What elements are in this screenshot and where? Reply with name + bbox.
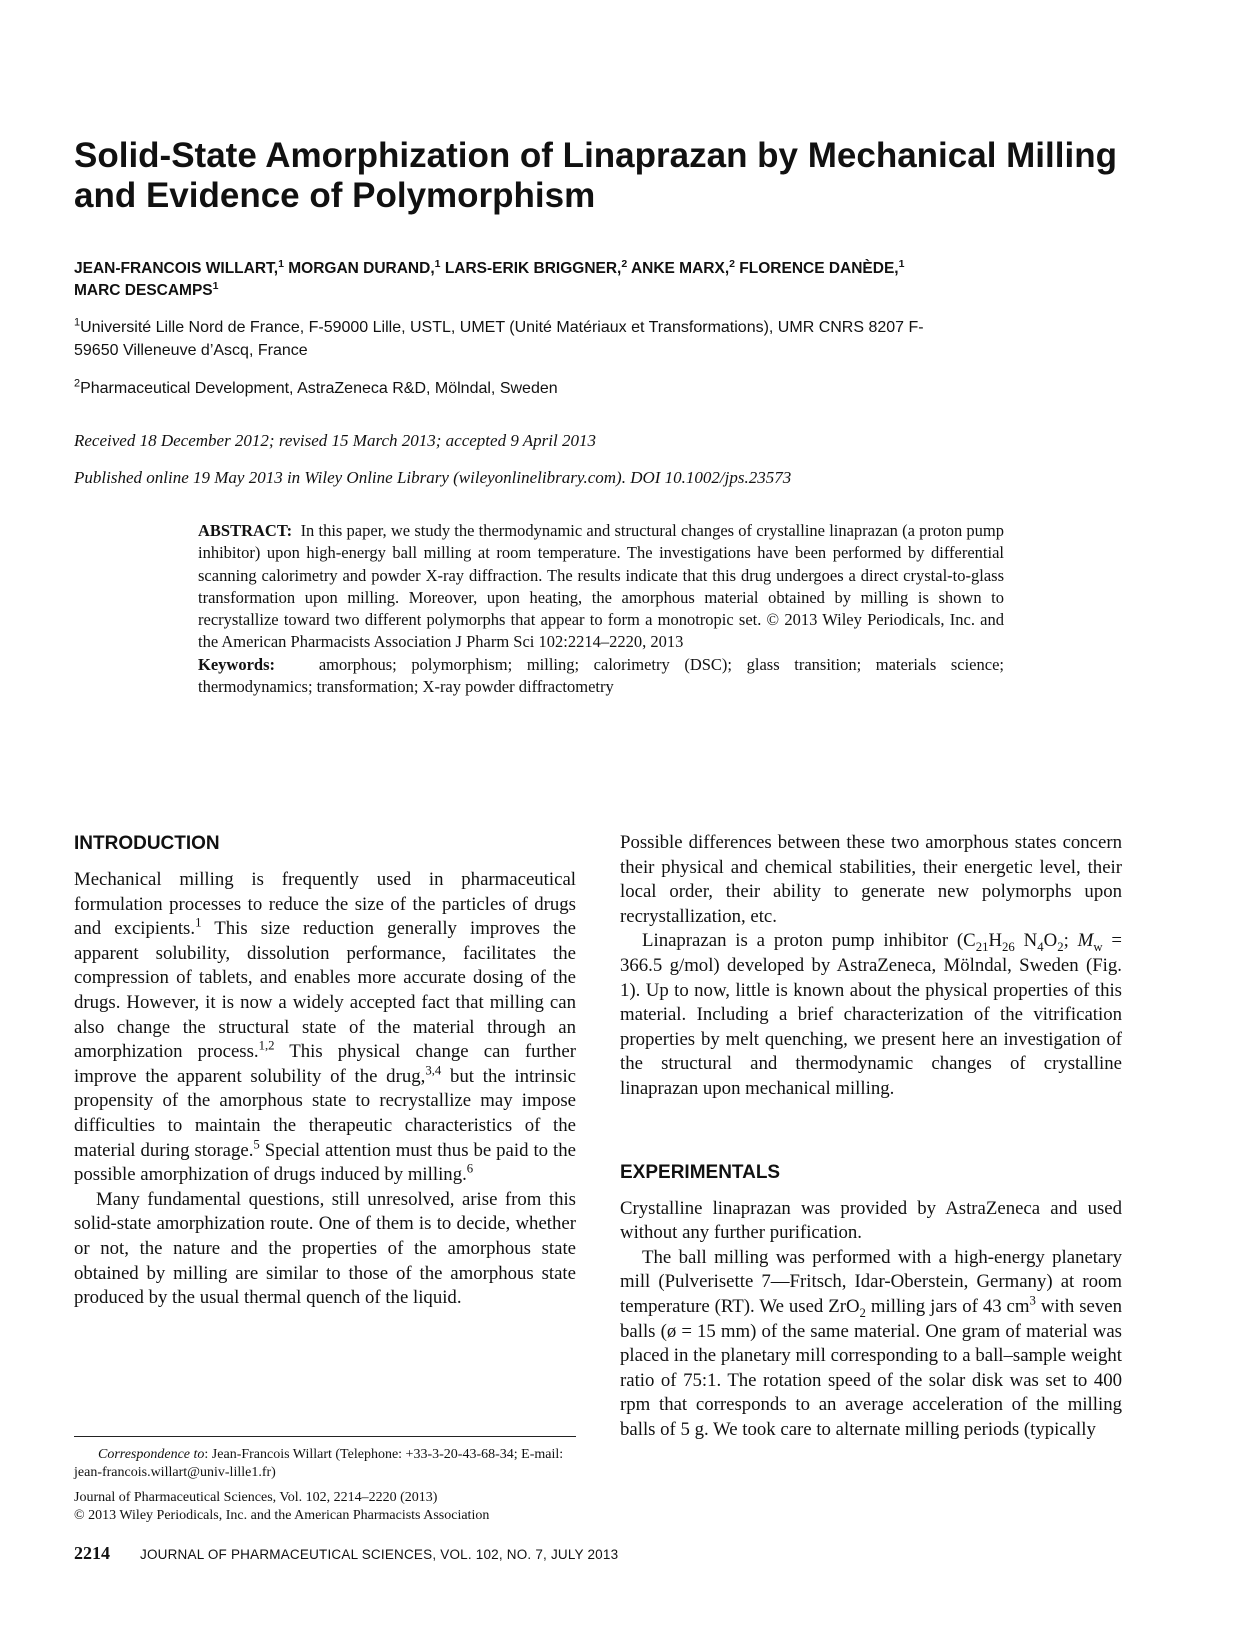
formula-subscript: 21 [975, 940, 989, 955]
publication-info: Published online 19 May 2013 in Wiley Online Library (wileyonlinelibrary.com). DOI 10.1002/jps.23573 [74, 468, 792, 487]
abstract-label: ABSTRACT: [198, 521, 293, 540]
formula-subscript: 26 [1002, 940, 1015, 955]
paragraph-text: This physical change can further improve the apparent solubility of the drug, [74, 1041, 576, 1087]
formula-subscript: w [1093, 940, 1103, 955]
citation-ref: 1,2 [258, 1038, 275, 1053]
citation-ref: 3,4 [425, 1063, 442, 1078]
paragraph-text: = 366.5 g/mol) developed by AstraZeneca, Mölndal, Sweden (Fig. 1). Up to now, little is known about the physical properties of this material. Including a brief characterization of the vitrification properties by melt quenching, we present here an investigation of the structural and thermodynamic changes of crystalline linaprazan upon mechanical milling. [620, 930, 1123, 1099]
molar-mass-symbol: M [1077, 930, 1094, 952]
paragraph-text: milling jars of 43 cm [865, 1295, 1030, 1317]
section-heading-experimentals: EXPERIMENTALS [620, 1161, 781, 1183]
correspondence-text: : Jean-Francois Willart (Telephone: +33-3-20-43-68-34; E-mail: jean-francois.willart@univ-lille1.fr) [74, 1447, 564, 1480]
formula-subscript: 2 [859, 1305, 866, 1320]
affiliation-mark: 2 [74, 377, 81, 390]
paragraph-text: with seven balls (ø = 15 mm) of the same material. One gram of material was placed in the planetary mill corresponding to a ball–sample weight ratio of 75:1. The rotation speed of the solar disk was set to 400 rpm that corresponds to an average acceleration of the milling balls of 5 g. We took care to alternate milling periods (typically [620, 1295, 1122, 1440]
title-line-2: and Evidence of Polymorphism [74, 176, 596, 215]
paragraph-text: Special attention must thus be paid to the possible amorphization of drugs induced by milling. [74, 1139, 576, 1186]
section-heading-introduction: INTRODUCTION [74, 833, 220, 854]
citation-ref: 6 [466, 1161, 474, 1176]
unit-superscript: 3 [1029, 1293, 1036, 1308]
keywords [198, 654, 1004, 699]
paragraph-text: Mechanical milling is frequently used in pharmaceutical formulation processes to reduce the size of the particles of drugs and excipients. [74, 869, 576, 940]
title-line-1: Solid-State Amorphization of Linaprazan by Mechanical Milling [74, 136, 1117, 175]
paragraph-text: ; [1063, 930, 1078, 952]
paragraph-text: H [988, 930, 1003, 952]
journal-citation: Journal of Pharmaceutical Sciences, Vol. 102, 2214–2220 (2013) [74, 1490, 438, 1505]
paragraph-text: Linaprazan is a proton pump inhibitor (C [642, 930, 976, 952]
author-affil-mark: 1 [898, 257, 905, 270]
experimentals-paragraph-2 [620, 1246, 1122, 1443]
affiliation-2 [74, 377, 954, 400]
formula-subscript: 4 [1037, 940, 1044, 955]
paragraph-text: O [1043, 930, 1058, 952]
intro-paragraph-1 [74, 868, 576, 1188]
copyright-notice: © 2013 Wiley Periodicals, Inc. and the American Pharmacists Association [74, 1508, 490, 1523]
keywords-label: Keywords: [198, 654, 275, 674]
paragraph-text: This size reduction generally improves the apparent solubility, dissolution performance, facilitates the compression of tablets, and enables more accurate dosing of the drugs. However, it is now a widely accepted fact that milling can also change the structural state of the material through an amorphization process. [74, 918, 577, 1063]
citation-ref: 5 [253, 1137, 260, 1152]
formula-subscript: 2 [1057, 940, 1064, 955]
intro-paragraph-2: Many fundamental questions, still unresolved, arise from this solid-state amorphization route. One of them is to decide, whether or not, the nature and the properties of the amorphous state obtained by milling are similar to those of the amorphous state produced by the usual thermal quench of the liquid. [74, 1188, 576, 1309]
intro-paragraph-3: Possible differences between these two amorphous states concern their physical and chemical stabilities, their energetic level, their local order, their ability to generate new polymorphs upon recrystallization, etc. [620, 832, 1122, 927]
correspondence-footnote [74, 1446, 576, 1482]
author-name: JEAN-FRANCOIS WILLART, [74, 260, 279, 277]
paragraph-text: but the intrinsic propensity of the amorphous state to recrystallize may impose difficulties to maintain the therapeutic characteristics of the material during storage. [74, 1065, 576, 1161]
correspondence-label: Correspondence to [98, 1447, 205, 1462]
author-name: ANKE MARX, [630, 260, 730, 277]
page-footer [74, 1543, 774, 1565]
author-name: LARS-ERIK BRIGGNER, [444, 260, 622, 277]
right-column [620, 831, 1122, 1442]
author-affil-mark: 1 [434, 257, 441, 270]
author-name: MORGAN DURAND, [288, 260, 435, 277]
left-column [74, 831, 576, 1311]
affiliation-1 [74, 316, 954, 362]
author-list [74, 258, 1074, 302]
author-affil-mark: 2 [729, 257, 735, 270]
author-affil-mark: 1 [278, 257, 284, 270]
paragraph-text: N [1014, 930, 1038, 952]
intro-paragraph-4 [620, 929, 1122, 1101]
running-journal-title: JOURNAL OF PHARMACEUTICAL SCIENCES, VOL. 102, NO. 7, JULY 2013 [140, 1547, 619, 1562]
abstract [198, 520, 1004, 698]
page-number: 2214 [74, 1543, 110, 1563]
author-name: MARC DESCAMPS [74, 282, 213, 299]
abstract-body [198, 520, 1004, 654]
affiliation-text: Université Lille Nord de France, F-59000 Lille, USTL, UMET (Unité Matériaux et Transformations), UMR CNRS 8207 F-59650 Villeneuve d’Ascq, France [74, 319, 924, 359]
affiliation-mark: 1 [74, 316, 81, 329]
citation-ref: 1 [195, 915, 202, 930]
author-affil-mark: 1 [212, 279, 219, 292]
footnote-rule [74, 1436, 576, 1437]
article-title [74, 136, 1194, 216]
abstract-text: In this paper, we study the thermodynamic and structural changes of crystalline linaprazan (a proton pump inhibitor) upon high-energy ball milling at room temperature. The investigations have been performed by differential scanning calorimetry and powder X-ray diffraction. The results indicate that this drug undergoes a direct crystal-to-glass transformation upon milling. Moreover, upon heating, the amorphous material obtained by milling is shown to recrystallize toward two different polymorphs that appear to form a monotropic set. © 2013 Wiley Periodicals, Inc. and the American Pharmacists Association J Pharm Sci 102:2214–2220, 2013 [198, 521, 1005, 652]
keywords-text: amorphous; polymorphism; milling; calorimetry (DSC); glass transition; materials science; thermodynamics; transformation; X-ray powder diffractometry [198, 654, 1004, 697]
received-dates: Received 18 December 2012; revised 15 March 2013; accepted 9 April 2013 [74, 431, 596, 450]
experimentals-paragraph-1: Crystalline linaprazan was provided by AstraZeneca and used without any further purification. [620, 1197, 1122, 1244]
author-name: FLORENCE DANÈDE, [739, 260, 899, 277]
paragraph-text: The ball milling was performed with a high-energy planetary mill (Pulverisette 7—Fritsch, Idar-Oberstein, Germany) at room temperature (RT). We used ZrO [620, 1246, 1122, 1317]
author-affil-mark: 2 [621, 257, 628, 270]
affiliation-text: Pharmaceutical Development, AstraZeneca R&D, Mölndal, Sweden [80, 380, 558, 397]
